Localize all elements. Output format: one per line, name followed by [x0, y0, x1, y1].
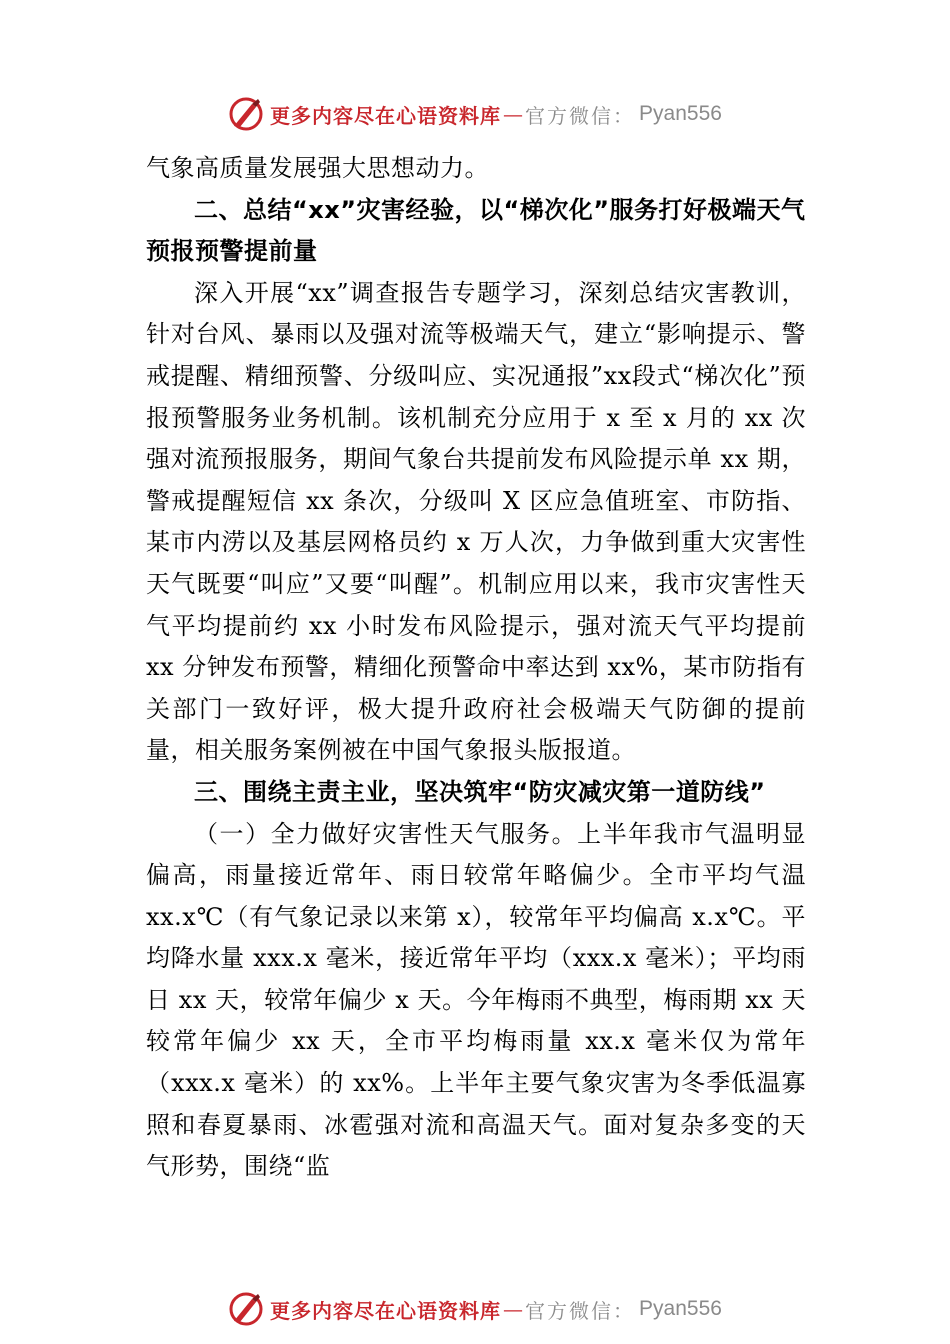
- wechat-id: Pyan556: [639, 1297, 722, 1320]
- continuation-paragraph: 气象高质量发展强大思想动力。: [146, 154, 489, 182]
- official-label: 官方微信：: [525, 1298, 636, 1323]
- section-2-body: 深入开展“xx”调查报告专题学习，深刻总结灾害教训，针对台风、暴雨以及强对流等极端天气，建立“影响提示、警戒提醒、精细预警、分级叫应、实况通报”xx段式“梯次化”预报预警服务业务机制。该机制充分应用于 x 至 x 月的 xx 次强对流预报服务，期间气象台共提前发布风险提示单 xx 期，警戒提醒短信 xx 条次，分级叫 X 区应急值班室、市防指、某市内涝以及基层网格员约 x 万人次，力争做到重大灾害性天气既要“叫应”又要“叫醒”。机制应用以来，我市灾害性天气平均提前约 xx 小时发布风险提示，强对流天气平均提前 xx 分钟发布预警，精细化预警命中率达到 xx%，某市防指有关部门一致好评，极大提升政府社会极端天气防御的提前量，相关服务案例被在中国气象报头版报道。: [146, 278, 806, 765]
- brush-logo-icon: [228, 1291, 264, 1327]
- library-text: 更多内容尽在心语资料库: [270, 1298, 502, 1323]
- footer-watermark: [0, 1289, 950, 1329]
- official-label: 官方微信：: [525, 103, 636, 128]
- wechat-id: Pyan556: [639, 102, 722, 125]
- header-watermark: [0, 94, 950, 134]
- banner-dash: —: [503, 102, 524, 126]
- document-body: [146, 148, 806, 1188]
- banner-dash: —: [503, 1297, 524, 1321]
- section-2-heading: 二、总结“xx”灾害经验，以“梯次化”服务打好极端天气预报预警提前量: [146, 195, 806, 266]
- section-3-body: （一）全力做好灾害性天气服务。上半年我市气温明显偏高，雨量接近常年、雨日较常年略偏少。全市平均气温 xx.x℃（有气象记录以来第 x），较常年平均偏高 x.x℃。平均降水量 xxx.x 毫米，接近常年平均（xxx.x 毫米）；平均雨日 xx 天，较常年偏少 x 天。今年梅雨不典型，梅雨期 xx 天较常年偏少 xx 天，全市平均梅雨量 xx.x 毫米仅为常年（xxx.x 毫米）的 xx%。上半年主要气象灾害为冬季低温寡照和春夏暴雨、冰雹强对流和高温天气。面对复杂多变的天气形势，围绕“监: [146, 819, 806, 1181]
- section-3-heading: 三、围绕主责主业，坚决筑牢“防灾减灾第一道防线”: [194, 777, 766, 806]
- library-text: 更多内容尽在心语资料库: [270, 103, 502, 128]
- brush-logo-icon: [228, 96, 264, 132]
